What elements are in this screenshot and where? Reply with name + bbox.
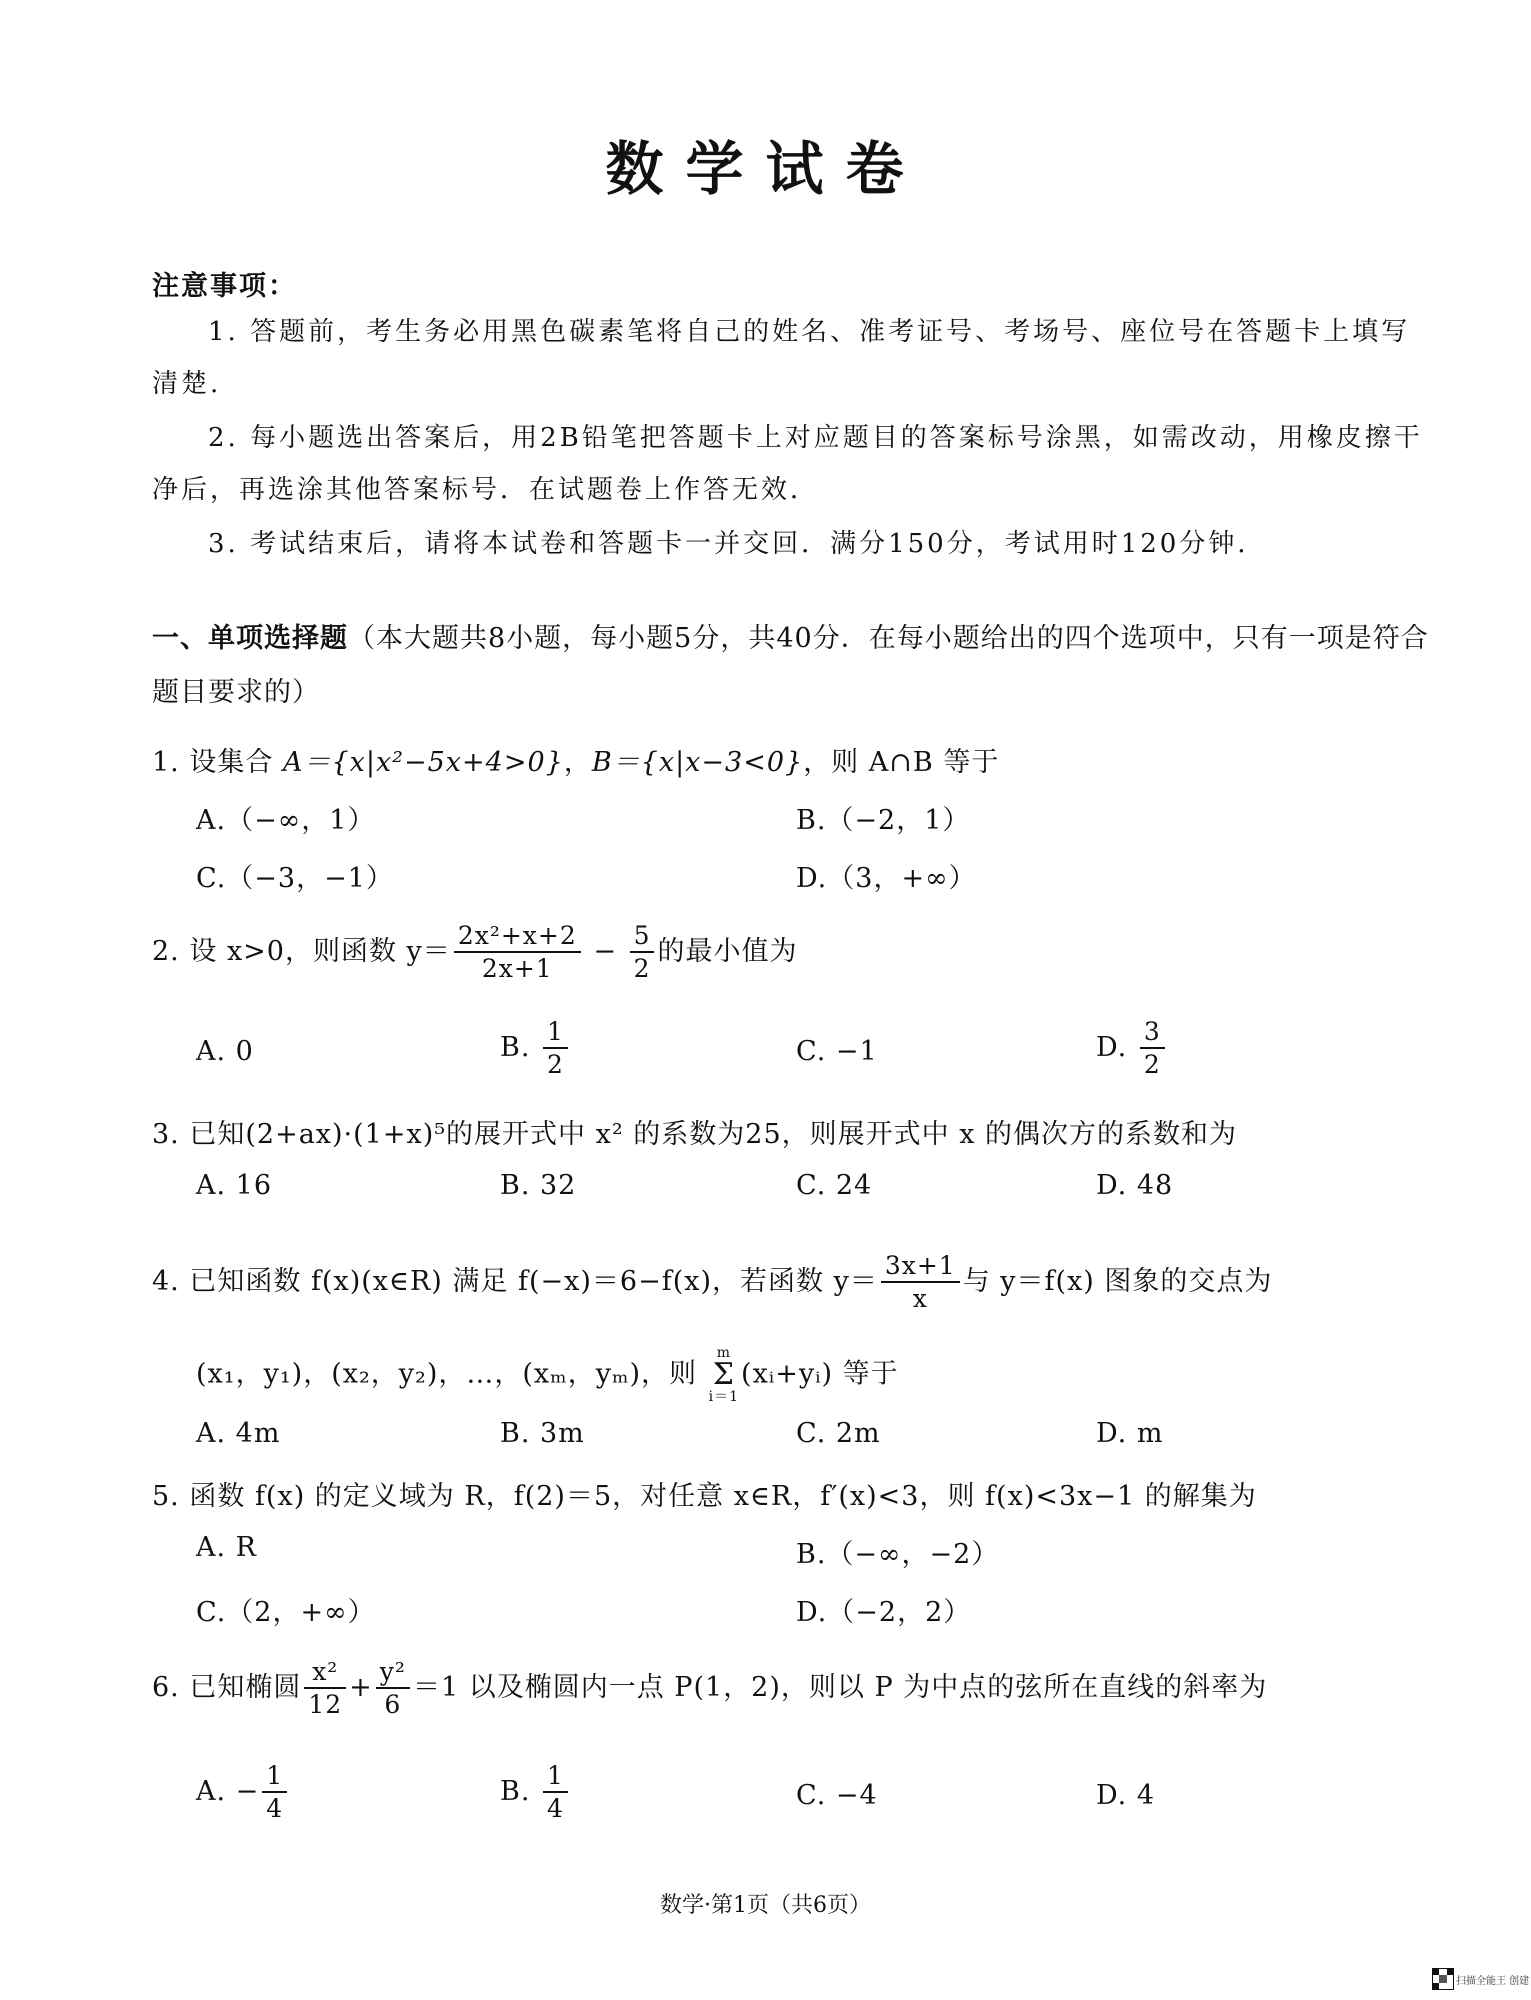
q4-sum-lower: i＝1 [708, 1389, 740, 1405]
question-3 [152, 1112, 1237, 1151]
q6-option-b-denominator: 4 [543, 1791, 568, 1824]
q6-option-d: D. 4 [1096, 1780, 1156, 1811]
q5-option-c: C.（2，+∞） [196, 1597, 376, 1628]
q4-number: 4. [152, 1265, 180, 1297]
q1-option-a: A.（−∞，1） [196, 805, 376, 836]
q6-fraction-1 [304, 1656, 346, 1721]
q1-number: 1. [152, 747, 180, 778]
q1-separator: ， [563, 747, 592, 778]
q2-option-b [500, 1016, 571, 1081]
notes-heading: 注意事项： [152, 271, 297, 302]
q1-option-d: D.（3，+∞） [796, 863, 977, 894]
q2-option-b-denominator: 2 [543, 1047, 568, 1080]
q5-option-a: A. R [196, 1532, 257, 1563]
q4-option-b: B. 3m [500, 1418, 585, 1449]
scanner-badge [1432, 1966, 1528, 1990]
q2-option-d-fraction [1140, 1016, 1165, 1081]
q1-set-a: A＝{x|x²−5x+4>0} [282, 747, 564, 778]
q6-option-a-numerator: 1 [266, 1761, 284, 1790]
q4-summation [709, 1346, 739, 1404]
q5-option-d: D.（−2，2） [796, 1597, 972, 1628]
q2-fraction-1-denominator: 2x+1 [454, 951, 581, 984]
q2-fraction-2-denominator: 2 [630, 951, 655, 984]
q2-option-d-denominator: 2 [1140, 1047, 1165, 1080]
q4-fraction-numerator: 3x+1 [884, 1251, 956, 1280]
question-5 [152, 1474, 1257, 1513]
q4-text-b: 与 y＝f(x) 图象的交点为 [962, 1265, 1273, 1297]
q3-option-c: C. 24 [796, 1170, 873, 1201]
q6-plus: + [349, 1671, 373, 1703]
q2-minus: − [593, 935, 617, 967]
q3-option-d: D. 48 [1096, 1170, 1174, 1201]
q6-option-a-denominator: 4 [262, 1791, 287, 1824]
q4-sum-upper: m [716, 1345, 731, 1361]
q4-text-a: 已知函数 f(x)(x∈R) 满足 f(−x)＝6−f(x)，若函数 y＝ [189, 1265, 878, 1297]
question-4-line-2 [196, 1346, 899, 1404]
q3-number: 3. [152, 1119, 180, 1150]
q6-text-b: ＝1 以及椭圆内一点 P(1，2)，则以 P 为中点的弦所在直线的斜率为 [412, 1671, 1268, 1703]
q2-option-b-label: B. [500, 1031, 531, 1063]
q2-option-d [1096, 1016, 1168, 1081]
q2-fraction-1 [454, 920, 581, 985]
q2-number: 2. [152, 935, 180, 967]
q6-option-a [196, 1760, 290, 1825]
section-heading: 一、单项选择题 [152, 623, 348, 654]
question-6 [152, 1656, 1267, 1721]
question-2 [152, 920, 797, 985]
q6-option-b-fraction [543, 1760, 568, 1825]
section-header [152, 612, 1442, 720]
q4-fraction-denominator: x [881, 1281, 960, 1314]
page-footer: 数学·第1页（共6页） [660, 1893, 871, 1918]
page-title: 数学试卷 [605, 135, 926, 203]
question-1 [152, 740, 999, 779]
q2-text-b: 的最小值为 [657, 935, 798, 967]
q2-fraction-1-numerator: 2x²+x+2 [457, 921, 577, 950]
q6-option-b-label: B. [500, 1775, 531, 1807]
q5-number: 5. [152, 1481, 180, 1512]
q6-option-a-fraction [262, 1760, 287, 1825]
q2-fraction-2-numerator: 5 [633, 921, 651, 950]
q6-option-b [500, 1760, 571, 1825]
q6-fraction-2-numerator: y² [379, 1657, 406, 1686]
q4-option-d: D. m [1096, 1418, 1164, 1449]
section-description: （本大题共8小题，每小题5分，共40分．在每小题给出的四个选项中，只有一项是符合题目要求的） [152, 623, 1429, 708]
q6-option-b-numerator: 1 [547, 1761, 564, 1790]
question-4 [152, 1250, 1272, 1315]
q5-option-b: B.（−∞，−2） [796, 1539, 1000, 1570]
note-item-3: 3. 考试结束后，请将本试卷和答题卡一并交回．满分150分，考试用时120分钟． [208, 529, 1267, 559]
q3-option-b: B. 32 [500, 1170, 577, 1201]
q4-option-a: A. 4m [196, 1418, 281, 1449]
note-item-2: 2. 每小题选出答案后，用2B铅笔把答题卡上对应题目的答案标号涂黑，如需改动，用橡皮擦干净后，再选涂其他答案标号．在试题卷上作答无效． [152, 423, 1423, 505]
q6-fraction-1-numerator: x² [312, 1657, 339, 1686]
q6-fraction-2 [376, 1656, 410, 1721]
q2-option-b-numerator: 1 [547, 1017, 564, 1046]
q2-option-b-fraction [543, 1016, 568, 1081]
scanner-badge-text: 扫描全能王 创建 [1456, 1976, 1530, 1987]
q2-option-a: A. 0 [196, 1036, 254, 1067]
q6-number: 6. [152, 1671, 180, 1703]
q5-text: 函数 f(x) 的定义域为 R，f(2)＝5，对任意 x∈R，f′(x)<3，则 f(x)<3x−1 的解集为 [189, 1481, 1257, 1512]
q4-points: (x₁，y₁)，(x₂，y₂)，…，(xₘ，yₘ)，则 [196, 1358, 698, 1390]
q4-text-c: (xᵢ+yᵢ) 等于 [741, 1358, 899, 1390]
q6-fraction-1-denominator: 12 [304, 1687, 346, 1720]
q4-option-c: C. 2m [796, 1418, 881, 1449]
q2-option-d-label: D. [1096, 1031, 1128, 1063]
q1-set-b: B＝{x|x−3<0} [591, 747, 804, 778]
q2-option-c: C. −1 [796, 1036, 878, 1067]
q6-text-a: 已知椭圆 [189, 1671, 302, 1703]
q2-fraction-2 [630, 920, 655, 985]
q3-option-a: A. 16 [196, 1170, 273, 1201]
q2-option-d-numerator: 3 [1143, 1017, 1161, 1046]
q6-option-a-label: A. − [196, 1775, 260, 1807]
q6-option-c: C. −4 [796, 1780, 878, 1811]
note-item-1: 1. 答题前，考生务必用黑色碳素笔将自己的姓名、准考证号、考场号、座位号在答题卡上填写清楚. [152, 317, 1411, 399]
q2-text-a: 设 x>0，则函数 y＝ [189, 935, 451, 967]
q4-fraction [881, 1250, 960, 1315]
q4-sum-symbol: Σ [712, 1357, 735, 1392]
q6-fraction-2-denominator: 6 [376, 1687, 410, 1720]
q1-text-b: ，则 A∩B 等于 [803, 747, 1000, 778]
q1-option-b: B.（−2，1） [796, 805, 971, 836]
q1-option-c: C.（−3，−1） [196, 863, 394, 894]
qr-code-icon [1432, 1968, 1454, 1990]
q3-text: 已知(2+ax)·(1+x)⁵的展开式中 x² 的系数为25，则展开式中 x 的偶次方的系数和为 [189, 1119, 1238, 1150]
q1-text-a: 设集合 [189, 747, 274, 778]
